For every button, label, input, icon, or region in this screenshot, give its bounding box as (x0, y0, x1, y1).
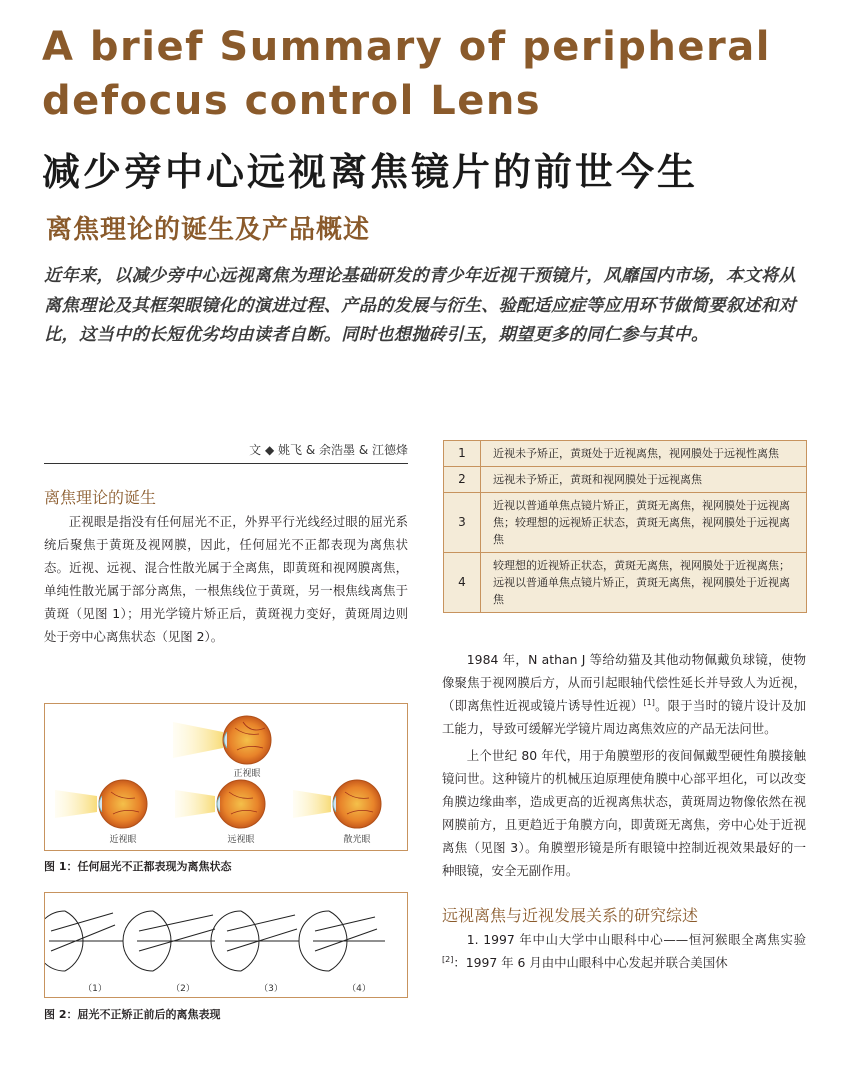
table-row (444, 493, 807, 553)
defocus-table (443, 440, 807, 613)
diagram-4 (299, 911, 385, 971)
row-number: 3 (444, 493, 481, 553)
citation: [2] (442, 954, 454, 964)
figure-2 (44, 892, 408, 998)
abstract: 近年来，以减少旁中心远视离焦为理论基础研发的青少年近视干预镜片，风靡国内市场，本文将从离焦理论及其框架眼镜化的演进过程、产品的发展与衍生、验配适应症等应用环节做简要叙述和对比，这当中的长短优劣均由读者自断。同时也想抛砖引玉，期望更多的同仁参与其中。 (44, 266, 796, 345)
table-row (444, 553, 807, 613)
astigmatism-label: 散光眼 (343, 835, 371, 845)
row-number: 4 (444, 553, 481, 613)
text: ：1997 年 6 月由中山眼科中心发起并联合美国休 (453, 955, 728, 970)
diagram-1 (45, 911, 123, 971)
figure-2-caption: 图 2：屈光不正矫正前后的离焦表现 (44, 1008, 221, 1021)
subtitle-chinese: 离焦理论的诞生及产品概述 (46, 215, 371, 245)
text: 。限于当时的镜片设计及加工能力，导致可缓解光学镜片周边离焦效应的产品无法问世。 (442, 698, 807, 736)
paragraph-1997 (442, 928, 806, 974)
diagram-label-3: （3） (259, 984, 283, 994)
diagram-3 (211, 911, 299, 971)
title-english: A brief Summary of peripheral defocus control Lens (42, 24, 771, 124)
section-paragraph: 正视眼是指没有任何屈光不正，外界平行光线经过眼的屈光系统后聚焦于黄斑及视网膜，因此，任何屈光不正都表现为离焦状态。近视、远视、混合性散光属于全离焦，即黄斑和视网膜离焦，单纯性散光属于部分离焦，一根焦线位于黄斑，另一根焦线离焦于黄斑（见图 1）；用光学镜片矫正后，黄斑视力变好，黄斑周边则处于旁中心离焦状态（见图 2）。 (44, 514, 408, 644)
hyperopia-eye (175, 780, 265, 828)
figure-1 (44, 703, 408, 851)
text: 1. 1997 年中山大学中山眼科中心——恒河猴眼全离焦实验 (466, 932, 806, 947)
row-text: 较理想的近视矫正状态，黄斑无离焦，视网膜处于近视离焦；远视以普通单焦点镜片矫正，黄斑无离焦，视网膜处于近视离焦 (481, 553, 807, 613)
title-chinese: 减少旁中心远视离焦镜片的前世今生 (42, 150, 699, 194)
row-text: 近视以普通单焦点镜片矫正，黄斑无离焦，视网膜处于远视离焦；较理想的远视矫正状态，黄斑无离焦，视网膜处于远视离焦 (481, 493, 807, 553)
defocus-diagrams (45, 893, 407, 997)
table-row (444, 467, 807, 493)
diagram-label-2: （2） (171, 984, 195, 994)
diagram-label-1: （1） (83, 984, 107, 994)
row-text: 近视未予矫正，黄斑处于近视离焦，视网膜处于远视性离焦 (481, 441, 807, 467)
row-text: 远视未予矫正，黄斑和视网膜处于远视离焦 (481, 467, 807, 493)
myopia-eye (55, 780, 147, 828)
diagram-2 (123, 911, 215, 971)
right-column (442, 648, 806, 974)
table-row (444, 441, 807, 467)
diagram-label-4: （4） (347, 984, 371, 994)
emmetropia-eye (173, 716, 271, 764)
eye-illustrations (45, 704, 407, 850)
section-heading: 离焦理论的诞生 (44, 488, 157, 507)
citation: [1] (643, 697, 655, 707)
paragraph-ortho-k: 上个世纪 80 年代，用于角膜塑形的夜间佩戴型硬性角膜接触镜问世。这种镜片的机械压迫原理使角膜中心部平坦化，可以改变角膜边缘曲率，造成更高的近视离焦状态，黄斑周边物像依然在视网膜前方，且更趋近于角膜方向，即黄斑无离焦，旁中心处于近视离焦（见图 3）。角膜塑形镜是所有眼镜中控制近视效果最好的一种眼镜，安全无副作用。 (442, 748, 806, 878)
section-heading-2: 远视离焦与近视发展关系的研究综述 (442, 906, 699, 925)
astigmatism-eye (293, 780, 381, 828)
myopia-label: 近视眼 (109, 835, 137, 845)
text: 1984 年，N athan J 等给幼猫及其他动物佩戴负球镜，使物像聚焦于视网膜后方，从而引起眼轴代偿性延长并导致人为近视，（即离焦性近视或镜片诱导性近视） (442, 652, 806, 713)
emmetropia-label: 正视眼 (233, 769, 261, 779)
hyperopia-label: 远视眼 (227, 835, 255, 845)
figure-1-caption: 图 1：任何屈光不正都表现为离焦状态 (44, 860, 232, 873)
row-number: 1 (444, 441, 481, 467)
section-defocus-theory (44, 486, 408, 648)
byline: 文 ◆ 姚飞 & 余浩墨 & 江德烽 (44, 440, 408, 464)
paragraph-1984 (442, 648, 806, 740)
row-number: 2 (444, 467, 481, 493)
